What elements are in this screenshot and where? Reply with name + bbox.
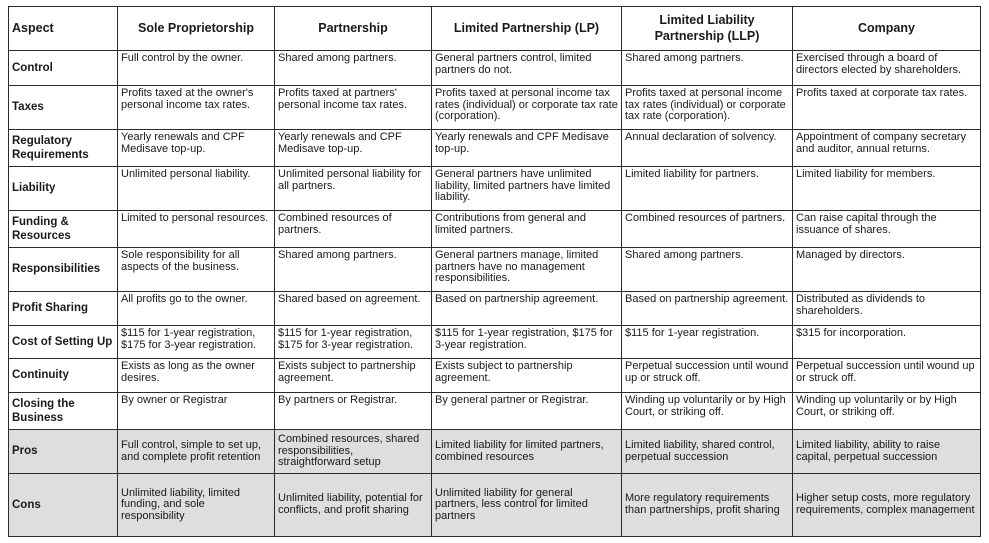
table-cell: Yearly renewals and CPF Medisave top-up. (275, 130, 432, 167)
table-cell: Yearly renewals and CPF Medisave top-up. (118, 130, 275, 167)
header-sole-proprietorship: Sole Proprietorship (118, 7, 275, 51)
table-cell: Exists subject to partnership agreement. (275, 359, 432, 393)
table-cell: All profits go to the owner. (118, 292, 275, 326)
header-llp: Limited Liability Partnership (LLP) (622, 7, 793, 51)
table-cell: $115 for 1-year registration, $175 for 3-year registration. (432, 326, 622, 359)
table-cell: Combined resources of partners. (622, 211, 793, 248)
table-cell: Profits taxed at partners' personal income tax rates. (275, 86, 432, 130)
aspect-label: Cost of Setting Up (9, 326, 118, 359)
table-cell: Shared based on agreement. (275, 292, 432, 326)
table-cell: Shared among partners. (622, 51, 793, 86)
table-cell: Full control, simple to set up, and complete profit retention (118, 430, 275, 474)
table-cell: $115 for 1-year registration, $175 for 3-year registration. (275, 326, 432, 359)
table-cell: General partners control, limited partners do not. (432, 51, 622, 86)
table-cell: Full control by the owner. (118, 51, 275, 86)
table-cell: Shared among partners. (275, 51, 432, 86)
table-cell: Unlimited liability, potential for conflicts, and profit sharing (275, 474, 432, 537)
table-cell: Shared among partners. (275, 248, 432, 292)
table-cell: Exists subject to partnership agreement. (432, 359, 622, 393)
table-cell: Limited liability, shared control, perpetual succession (622, 430, 793, 474)
row-cons (9, 474, 981, 537)
header-partnership: Partnership (275, 7, 432, 51)
header-limited-partnership: Limited Partnership (LP) (432, 7, 622, 51)
table-cell: Profits taxed at personal income tax rates (individual) or corporate tax rate (corporation). (622, 86, 793, 130)
table-cell: Exists as long as the owner desires. (118, 359, 275, 393)
table-cell: Profits taxed at personal income tax rates (individual) or corporate tax rate (corporation). (432, 86, 622, 130)
aspect-label: Regulatory Requirements (9, 130, 118, 167)
table-cell: More regulatory requirements than partnerships, profit sharing (622, 474, 793, 537)
table-cell: By general partner or Registrar. (432, 393, 622, 430)
table-cell: Unlimited liability for general partners, less control for limited partners (432, 474, 622, 537)
row-cost (9, 326, 981, 359)
aspect-label: Funding & Resources (9, 211, 118, 248)
table-cell: Can raise capital through the issuance of shares. (793, 211, 981, 248)
row-regulatory (9, 130, 981, 167)
table-cell: General partners manage, limited partners have no management responsibilities. (432, 248, 622, 292)
table-cell: Limited liability for limited partners, combined resources (432, 430, 622, 474)
header-company: Company (793, 7, 981, 51)
table-cell: Combined resources of partners. (275, 211, 432, 248)
row-responsibilities (9, 248, 981, 292)
aspect-label: Cons (9, 474, 118, 537)
table-cell: Exercised through a board of directors elected by shareholders. (793, 51, 981, 86)
table-cell: Limited to personal resources. (118, 211, 275, 248)
table-cell: Based on partnership agreement. (622, 292, 793, 326)
row-profit-sharing (9, 292, 981, 326)
table-cell: Unlimited liability, limited funding, and sole responsibility (118, 474, 275, 537)
aspect-label: Continuity (9, 359, 118, 393)
aspect-label: Control (9, 51, 118, 86)
header-row (9, 7, 981, 51)
aspect-label: Liability (9, 167, 118, 211)
table-cell: Profits taxed at corporate tax rates. (793, 86, 981, 130)
table-cell: Appointment of company secretary and auditor, annual returns. (793, 130, 981, 167)
row-liability (9, 167, 981, 211)
table-cell: By partners or Registrar. (275, 393, 432, 430)
aspect-label: Closing the Business (9, 393, 118, 430)
table-cell: Limited liability, ability to raise capital, perpetual succession (793, 430, 981, 474)
table-cell: Higher setup costs, more regulatory requirements, complex management (793, 474, 981, 537)
aspect-label: Profit Sharing (9, 292, 118, 326)
table-cell: Shared among partners. (622, 248, 793, 292)
row-closing (9, 393, 981, 430)
table-cell: General partners have unlimited liability, limited partners have limited liability. (432, 167, 622, 211)
aspect-label: Taxes (9, 86, 118, 130)
table-cell: $315 for incorporation. (793, 326, 981, 359)
comparison-table (8, 6, 981, 537)
table-cell: Managed by directors. (793, 248, 981, 292)
table-cell: Contributions from general and limited partners. (432, 211, 622, 248)
header-aspect: Aspect (9, 7, 118, 51)
row-funding (9, 211, 981, 248)
table-cell: By owner or Registrar (118, 393, 275, 430)
table-cell: Unlimited personal liability. (118, 167, 275, 211)
table-cell: Perpetual succession until wound up or struck off. (793, 359, 981, 393)
aspect-label: Pros (9, 430, 118, 474)
table-cell: Combined resources, shared responsibilities, straightforward setup (275, 430, 432, 474)
table-cell: $115 for 1-year registration, $175 for 3-year registration. (118, 326, 275, 359)
table-cell: Limited liability for partners. (622, 167, 793, 211)
table-cell: Distributed as dividends to shareholders. (793, 292, 981, 326)
table-cell: Limited liability for members. (793, 167, 981, 211)
table-cell: Yearly renewals and CPF Medisave top-up. (432, 130, 622, 167)
table-cell: $115 for 1-year registration. (622, 326, 793, 359)
table-cell: Profits taxed at the owner's personal income tax rates. (118, 86, 275, 130)
table-cell: Based on partnership agreement. (432, 292, 622, 326)
table-cell: Winding up voluntarily or by High Court, or striking off. (622, 393, 793, 430)
table-cell: Sole responsibility for all aspects of the business. (118, 248, 275, 292)
row-control (9, 51, 981, 86)
row-continuity (9, 359, 981, 393)
row-taxes (9, 86, 981, 130)
aspect-label: Responsibilities (9, 248, 118, 292)
row-pros (9, 430, 981, 474)
table-cell: Winding up voluntarily or by High Court, or striking off. (793, 393, 981, 430)
table-cell: Perpetual succession until wound up or struck off. (622, 359, 793, 393)
table-cell: Annual declaration of solvency. (622, 130, 793, 167)
table-cell: Unlimited personal liability for all partners. (275, 167, 432, 211)
